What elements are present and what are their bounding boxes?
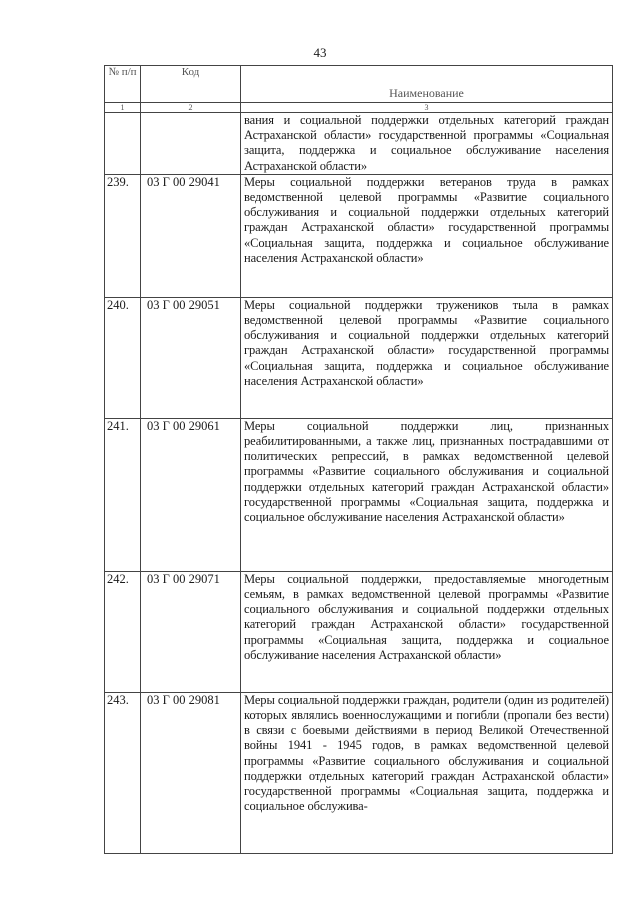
row-name: Меры социальной поддержки ветеранов труда в рамках ведомственной целевой программы «Развитие социального обслуживания и социальной поддержки отдельных категорий граждан Астраханской области» государственной программы «Социальная защита, поддержка и социальное обслуживание населения Астраханской области» [241,174,613,297]
row-code: 03 Г 00 29081 [141,692,241,853]
column-number: 2 [141,103,241,113]
table-header-row [105,66,613,103]
table-row [105,692,613,853]
column-number: 1 [105,103,141,113]
header-name: Наименование [241,66,613,103]
row-code: 03 Г 00 29041 [141,174,241,297]
row-name: Меры социальной поддержки граждан, родители (один из родителей) которых являлись военнослужащими и погибли (пропали без вести) в связи с боевыми действиями в период Великой Отечественной войны 1941 - 1945 годов, в рамках ведомственной целевой программы «Развитие социального обслуживания и социальной поддержки отдельных категорий граждан Астраханской области» государственной программы «Социальная защита, поддержка и социальное обслужива- [241,692,613,853]
table-row [105,113,613,175]
table-row [105,418,613,571]
table-row [105,297,613,418]
row-number: 239. [105,174,141,297]
column-number-row [105,103,613,113]
row-code: 03 Г 00 29071 [141,571,241,692]
table-row [105,571,613,692]
column-number: 3 [241,103,613,113]
row-name: Меры социальной поддержки тружеников тыла в рамках ведомственной целевой программы «Развитие социального обслуживания и социальной поддержки отдельных категорий граждан Астраханской области» государственной программы «Социальная защита, поддержка и социальное обслуживание населения Астраханской области» [241,297,613,418]
row-number: 242. [105,571,141,692]
budget-classification-table [104,65,613,854]
row-code: 03 Г 00 29051 [141,297,241,418]
row-number: 240. [105,297,141,418]
row-name: Меры социальной поддержки, предоставляемые многодетным семьям, в рамках ведомственной целевой программы «Развитие социального обслуживания и социальной поддержки отдельных категорий граждан Астраханской области» государственной программы «Социальная защита, поддержка и социальное обслуживание населения Астраханской области» [241,571,613,692]
header-num: № п/п [105,66,141,103]
row-name: вания и социальной поддержки отдельных категорий граждан Астраханской области» государственной программы «Социальная защита, поддержка и социальное обслуживание населения Астраханской области» [241,113,613,175]
table-row [105,174,613,297]
row-name: Меры социальной поддержки лиц, признанных реабилитированными, а также лиц, признанных пострадавшими от политических репрессий, в рамках ведомственной целевой программы «Развитие социального обслуживания и социальной поддержки отдельных категорий граждан Астраханской области» государственной программы «Социальная защита, поддержка и социальное обслуживание населения Астраханской области» [241,418,613,571]
row-code [141,113,241,175]
header-code: Код [141,66,241,103]
row-number [105,113,141,175]
page-number: 43 [313,45,327,60]
row-number: 241. [105,418,141,571]
row-number: 243. [105,692,141,853]
row-code: 03 Г 00 29061 [141,418,241,571]
